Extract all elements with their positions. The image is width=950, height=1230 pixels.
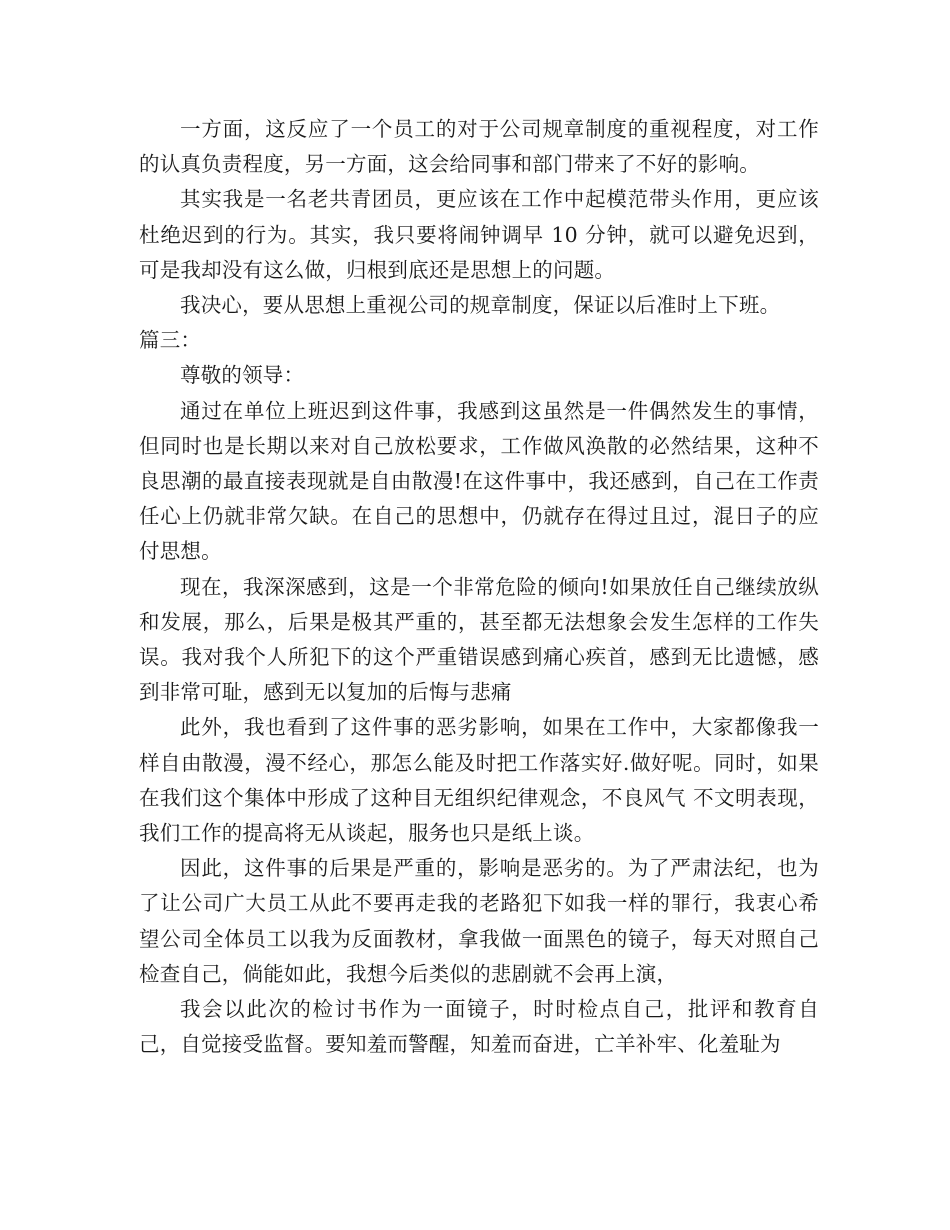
paragraph-7: 因此，这件事的后果是严重的，影响是恶劣的。为了严肃法纪，也为了让公司广大员工从此不要再走我的老路犯下如我一样的罪行，我衷心希望公司全体员工以我为反面教材，拿我做一面黑色的镜子，每天对照自己检查自己，倘能如此，我想今后类似的悲剧就不会再上演， <box>139 856 819 986</box>
paragraph-6: 此外，我也看到了这件事的恶劣影响，如果在工作中，大家都像我一样自由散漫，漫不经心，那怎么能及时把工作落实好.做好呢。同时，如果在我们这个集体中形成了这种目无组织纪律观念，不良风气 不文明表现，我们工作的提高将无从谈起，服务也只是纸上谈。 <box>139 715 819 846</box>
salutation: 尊敬的领导： <box>180 363 305 388</box>
paragraph-4: 通过在单位上班迟到这件事，我感到这虽然是一件偶然发生的事情，但同时也是长期以来对自己放松要求，工作做风涣散的必然结果，这种不良思潮的最直接表现就是自由散漫!在这件事中，我还感到，自己在工作责任心上仍就非常欠缺。在自己的思想中，仍就存在得过且过，混日子的应付思想。 <box>139 398 819 564</box>
paragraph-5: 现在，我深深感到，这是一个非常危险的倾向!如果放任自己继续放纵和发展，那么，后果是极其严重的，甚至都无法想象会发生怎样的工作失误。我对我个人所犯下的这个严重错误感到痛心疾首，感到无比遗憾，感到非常可耻，感到无以复加的后悔与悲痛 <box>139 574 819 705</box>
paragraph-3: 我决心，要从思想上重视公司的规章制度，保证以后准时上下班。 <box>180 293 781 318</box>
paragraph-2: 其实我是一名老共青团员，更应该在工作中起模范带头作用，更应该杜绝迟到的行为。其实，我只要将闹钟调早 10 分钟，就可以避免迟到，可是我却没有这么做，归根到底还是思想上的问题。 <box>139 187 819 282</box>
section-heading: 篇三： <box>139 328 202 353</box>
paragraph-8: 我会以此次的检讨书作为一面镜子，时时检点自己，批评和教育自己，自觉接受监督。要知羞而警醒，知羞而奋进，亡羊补牢、化羞耻为 <box>139 997 819 1057</box>
paragraph-1: 一方面，这反应了一个员工的对于公司规章制度的重视程度，对工作的认真负责程度，另一方面，这会给同事和部门带来了不好的影响。 <box>139 117 819 177</box>
document-body <box>139 112 819 1062</box>
